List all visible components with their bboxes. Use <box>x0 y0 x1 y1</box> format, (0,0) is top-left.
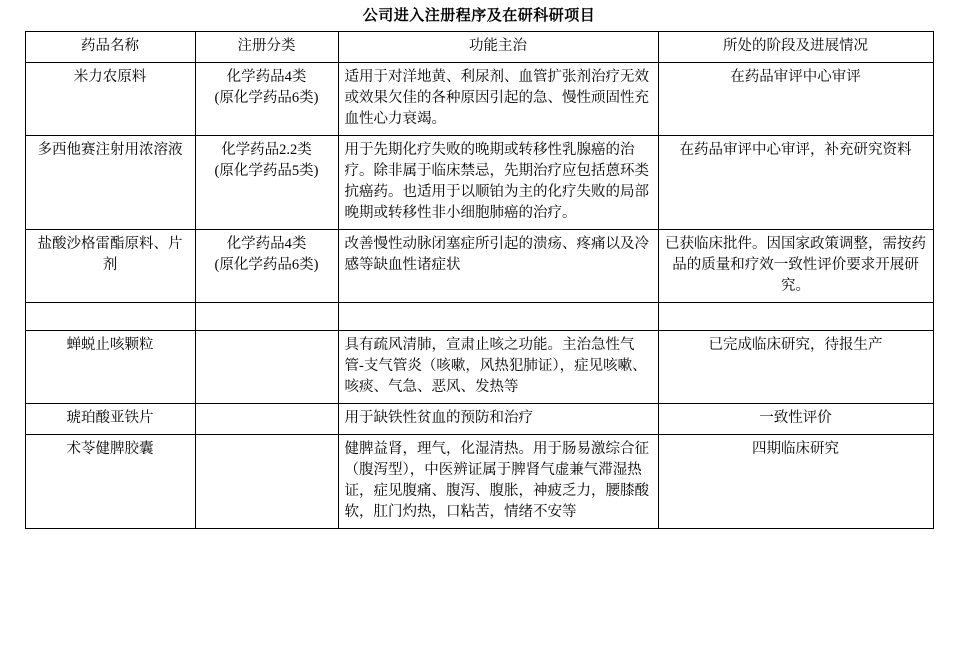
table-header-row <box>25 32 933 63</box>
column-header-drug-name: 药品名称 <box>25 32 195 63</box>
cell-classification <box>195 303 338 331</box>
cell-stage: 已获临床批件。因国家政策调整，需按药品的质量和疗效一致性评价要求开展研究。 <box>658 230 933 303</box>
cell-classification <box>195 230 338 303</box>
cell-classification <box>195 136 338 230</box>
cell-drug-name: 术苓健脾胶囊 <box>25 435 195 529</box>
table-row-blank <box>25 303 933 331</box>
cell-stage: 一致性评价 <box>658 404 933 435</box>
cell-function: 适用于对洋地黄、利尿剂、血管扩张剂治疗无效或效果欠佳的各种原因引起的急、慢性顽固性充血性心力衰竭。 <box>338 63 658 136</box>
classification-line-1: 化学药品2.2类 <box>221 142 312 159</box>
table-row <box>25 331 933 404</box>
page-title: 公司进入注册程序及在研科研项目 <box>362 8 596 24</box>
column-header-stage: 所处的阶段及进展情况 <box>658 32 933 63</box>
cell-classification <box>195 331 338 404</box>
classification-line-2: (原化学药品6类) <box>214 90 319 107</box>
table-row <box>25 136 933 230</box>
registration-projects-table <box>25 31 934 529</box>
cell-drug-name: 盐酸沙格雷酯原料、片剂 <box>25 230 195 303</box>
cell-drug-name: 米力农原料 <box>25 63 195 136</box>
cell-function: 具有疏风清肺，宣肃止咳之功能。主治急性气管-支气管炎（咳嗽，风热犯肺证），症见咳嗽、咳痰、气急、恶风、发热等 <box>338 331 658 404</box>
classification-line-1: 化学药品4类 <box>226 69 307 86</box>
cell-stage: 已完成临床研究，待报生产 <box>658 331 933 404</box>
classification-line-2: (原化学药品5类) <box>214 163 319 180</box>
classification-line-2: (原化学药品6类) <box>214 257 319 274</box>
cell-stage: 在药品审评中心审评 <box>658 63 933 136</box>
cell-function: 改善慢性动脉闭塞症所引起的溃疡、疼痛以及冷感等缺血性诸症状 <box>338 230 658 303</box>
cell-stage: 四期临床研究 <box>658 435 933 529</box>
cell-stage <box>658 303 933 331</box>
cell-classification <box>195 404 338 435</box>
cell-function: 用于缺铁性贫血的预防和治疗 <box>338 404 658 435</box>
table-row <box>25 230 933 303</box>
table-row <box>25 404 933 435</box>
cell-drug-name: 琥珀酸亚铁片 <box>25 404 195 435</box>
table-body <box>25 63 933 529</box>
table-header <box>25 32 933 63</box>
table-row <box>25 63 933 136</box>
cell-classification <box>195 435 338 529</box>
cell-function: 健脾益肾，理气，化湿清热。用于肠易激综合征（腹泻型），中医辨证属于脾肾气虚兼气滞湿热证，症见腹痛、腹泻、腹胀，神疲乏力，腰膝酸软，肛门灼热，口粘苦，情绪不安等 <box>338 435 658 529</box>
table-row <box>25 435 933 529</box>
cell-drug-name: 多西他赛注射用浓溶液 <box>25 136 195 230</box>
cell-stage: 在药品审评中心审评，补充研究资料 <box>658 136 933 230</box>
column-header-function: 功能主治 <box>338 32 658 63</box>
cell-classification <box>195 63 338 136</box>
classification-line-1: 化学药品4类 <box>226 236 307 253</box>
cell-drug-name <box>25 303 195 331</box>
column-header-classification: 注册分类 <box>195 32 338 63</box>
cell-function: 用于先期化疗失败的晚期或转移性乳腺癌的治疗。除非属于临床禁忌，先期治疗应包括蒽环类抗癌药。也适用于以顺铂为主的化疗失败的局部晚期或转移性非小细胞肺癌的治疗。 <box>338 136 658 230</box>
cell-function <box>338 303 658 331</box>
cell-drug-name: 蝉蜕止咳颗粒 <box>25 331 195 404</box>
